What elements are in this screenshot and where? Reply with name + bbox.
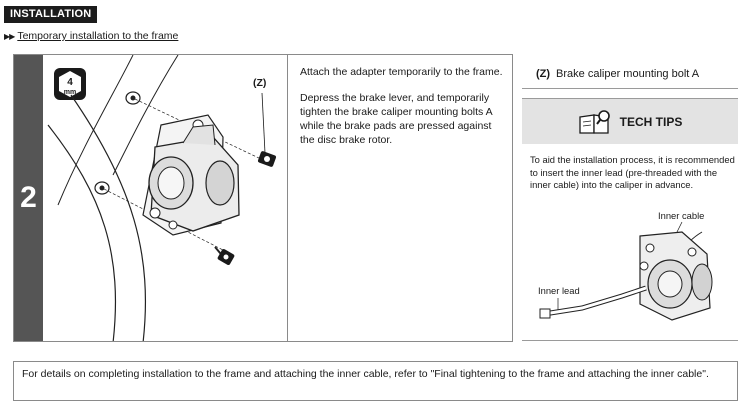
side-panel [522,54,738,342]
side-panel-divider [522,340,738,341]
tool-unit: mm [63,89,77,96]
inner-cable-label: Inner cable [658,210,705,221]
instruction-1: Attach the adapter temporarily to the frame. [300,66,503,78]
hex-key-icon [54,68,86,100]
tech-tips-header [522,98,738,144]
reference-note: For details on completing installation to the frame and attaching the inner cable, refer to "Final tightening to the frame and attaching the inner cable". [13,361,738,401]
tool-size: 4 [67,77,73,88]
tech-tips-title: TECH TIPS [619,114,683,129]
bolt-bottom-icon [215,247,235,266]
legend-line [522,59,738,89]
inner-lead-label: Inner lead [538,285,580,296]
step-box [13,54,513,342]
inner-cable-illustration [522,204,738,338]
step-number: 2 [14,55,43,341]
bolt-top-icon [257,151,276,168]
subheading [4,30,178,42]
section-tag: INSTALLATION [4,6,97,23]
inner-cable-drawing [522,204,738,338]
legend-label: Brake caliper mounting bolt A [556,67,700,80]
callout-z: (Z) [253,77,267,89]
step-instructions [300,65,505,147]
caliper-illustration [43,55,288,341]
tech-tips-text: To aid the installation process, it is recommended to insert the inner lead (pre-threaded with the inner cable) into the caliper in advance. [530,154,735,191]
book-magnifier-icon [578,109,614,135]
instruction-2: Depress the brake lever, and temporarily tighten the brake caliper mounting bolts A while the brake pads are pressed against the disc brake rotor. [300,92,493,146]
double-arrow-icon: ▶▶ [4,31,15,41]
subheading-text: Temporary installation to the frame [17,30,179,42]
caliper-drawing [43,55,288,341]
legend-code: (Z) [536,67,551,80]
